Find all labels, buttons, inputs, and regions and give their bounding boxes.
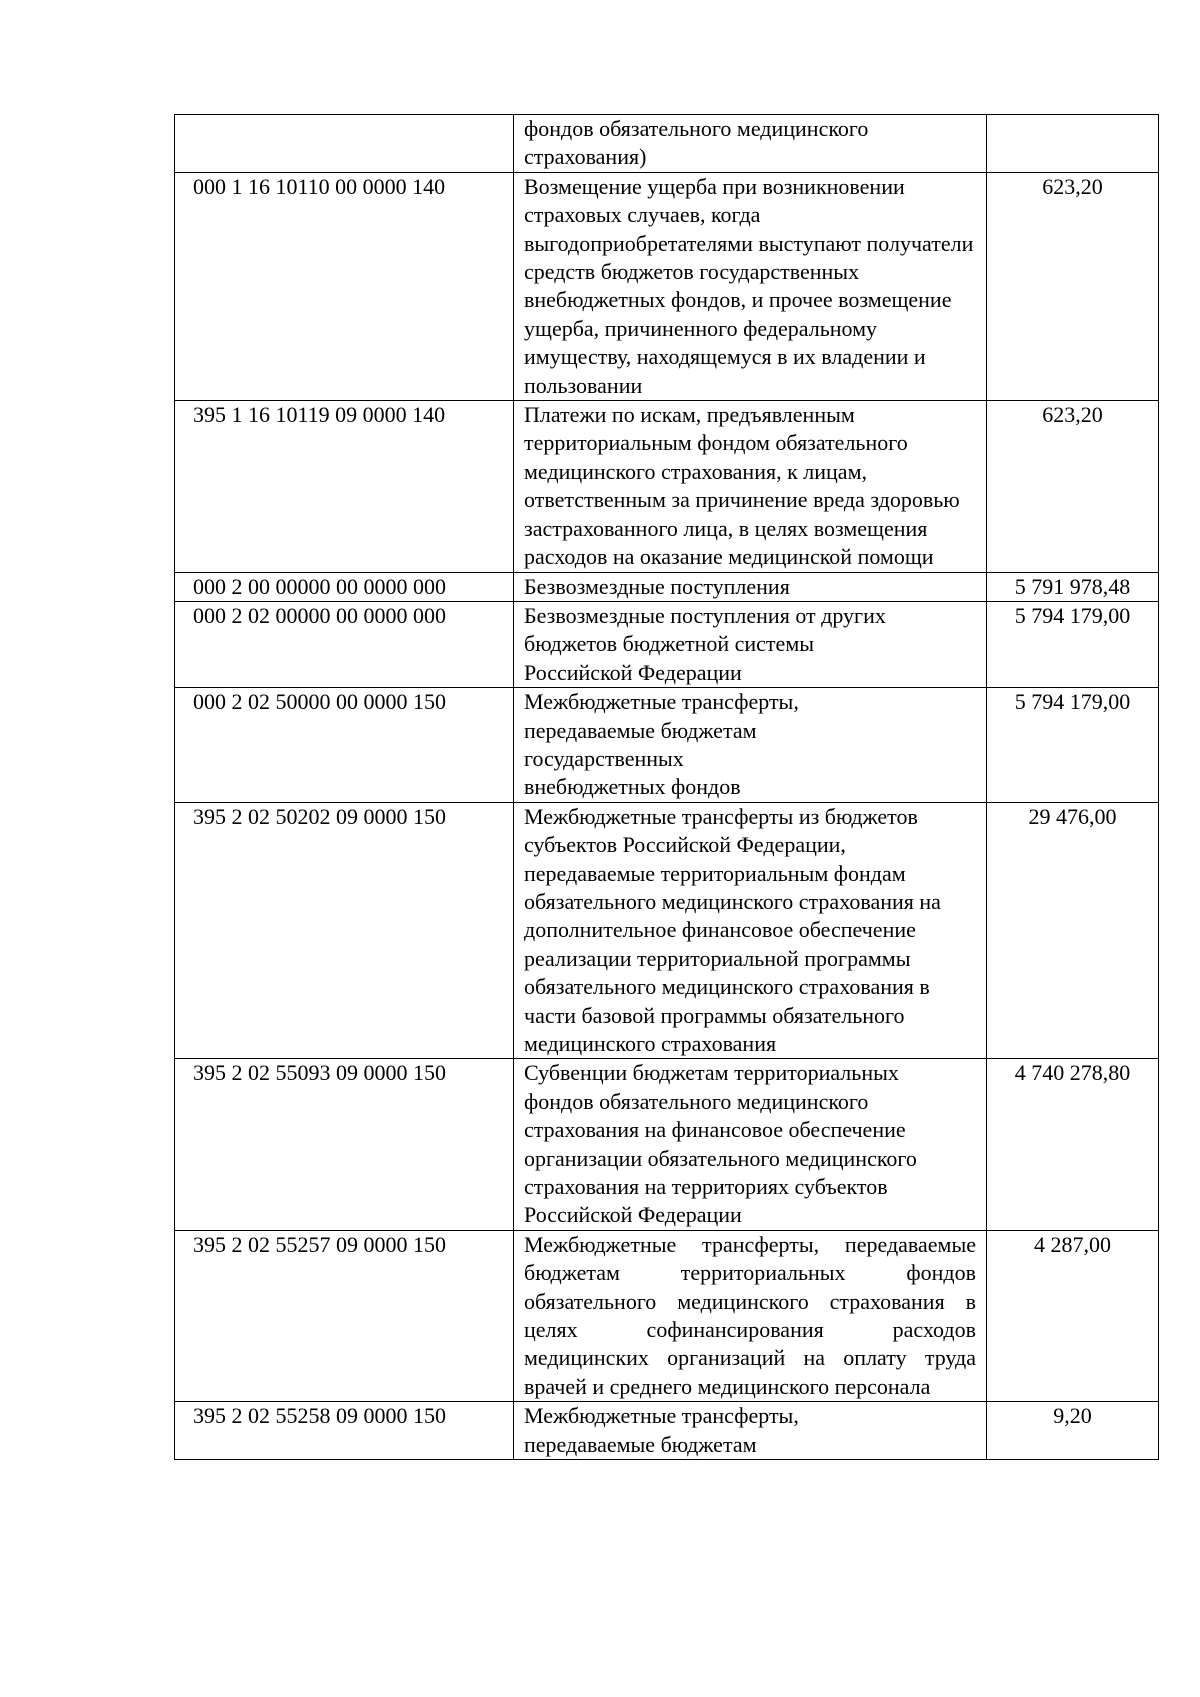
- budget-code-cell: 395 2 02 55257 09 0000 150: [175, 1230, 514, 1401]
- amount-cell: 5 794 179,00: [987, 601, 1159, 687]
- table-row: [175, 401, 1159, 572]
- revenue-table-body: [175, 115, 1159, 1460]
- budget-code-cell: [175, 115, 514, 173]
- table-row: [175, 1059, 1159, 1230]
- revenue-name-cell: [514, 1059, 987, 1230]
- table-row: [175, 601, 1159, 687]
- revenue-name-text: Субвенции бюджетам территориальных фондов обязательного медицинского страхования на финансовое обеспечение организации обязательного медицинского страхования на территориях субъектов Российской Федерации: [524, 1060, 917, 1228]
- amount-cell: 4 287,00: [987, 1230, 1159, 1401]
- amount-cell: [987, 115, 1159, 173]
- table-row: [175, 1402, 1159, 1460]
- table-row: [175, 688, 1159, 803]
- budget-code-cell: 395 2 02 55093 09 0000 150: [175, 1059, 514, 1230]
- budget-code-cell: 395 2 02 50202 09 0000 150: [175, 802, 514, 1059]
- revenue-name-text: Межбюджетные трансферты, передаваемые бюджетам государственных внебюджетных фондов: [524, 689, 799, 800]
- revenue-name-cell: [514, 115, 987, 173]
- amount-cell: 5 791 978,48: [987, 572, 1159, 601]
- budget-code-cell: 000 2 02 50000 00 0000 150: [175, 688, 514, 803]
- amount-cell: 4 740 278,80: [987, 1059, 1159, 1230]
- budget-code-cell: 395 2 02 55258 09 0000 150: [175, 1402, 514, 1460]
- revenue-name-cell: [514, 688, 987, 803]
- revenue-name-text: фондов обязательного медицинского страхования): [524, 116, 869, 170]
- revenue-name-cell: [514, 1402, 987, 1460]
- revenue-name-cell: Межбюджетные трансферты из бюджетов субъектов Российской Федерации, передаваемые территориальным фондам обязательного медицинского страхования на дополнительное финансовое обеспечение реализации территориальной программы обязательного медицинского страхования в части базовой программы обязательного медицинского страхования: [514, 802, 987, 1059]
- revenue-name-text: Безвозмездные поступления от других бюджетов бюджетной системы Российской Федерации: [524, 602, 886, 685]
- revenue-name-cell: Платежи по искам, предъявленным территориальным фондом обязательного медицинского страхования, к лицам, ответственным за причинение вреда здоровью застрахованного лица, в целях возмещения расходов на оказание медицинской помощи: [514, 401, 987, 572]
- budget-code-cell: 395 1 16 10119 09 0000 140: [175, 401, 514, 572]
- amount-cell: 9,20: [987, 1402, 1159, 1460]
- revenue-name-cell: [514, 601, 987, 687]
- table-row: [175, 1230, 1159, 1401]
- amount-cell: 623,20: [987, 401, 1159, 572]
- revenue-name-cell: Возмещение ущерба при возникновении страховых случаев, когда выгодоприобретателями выступают получатели средств бюджетов государственных внебюджетных фондов, и прочее возмещение ущерба, причиненного федеральному имуществу, находящемуся в их владении и пользовании: [514, 172, 987, 400]
- budget-code-cell: 000 2 02 00000 00 0000 000: [175, 601, 514, 687]
- revenue-name-cell: Межбюджетные трансферты, передаваемые бюджетам территориальных фондов обязательного медицинского страхования в целях софинансирования расходов медицинских организаций на оплату труда врачей и среднего медицинского персонала: [514, 1230, 987, 1401]
- table-row: [175, 572, 1159, 601]
- budget-code-cell: 000 1 16 10110 00 0000 140: [175, 172, 514, 400]
- revenue-name-cell: Безвозмездные поступления: [514, 572, 987, 601]
- revenue-name-text: Межбюджетные трансферты, передаваемые бюджетам: [524, 1403, 799, 1457]
- budget-code-cell: 000 2 00 00000 00 0000 000: [175, 572, 514, 601]
- table-row: [175, 115, 1159, 173]
- amount-cell: 29 476,00: [987, 802, 1159, 1059]
- revenue-table: [174, 114, 1159, 1460]
- table-row: [175, 172, 1159, 400]
- table-row: [175, 802, 1159, 1059]
- amount-cell: 5 794 179,00: [987, 688, 1159, 803]
- amount-cell: 623,20: [987, 172, 1159, 400]
